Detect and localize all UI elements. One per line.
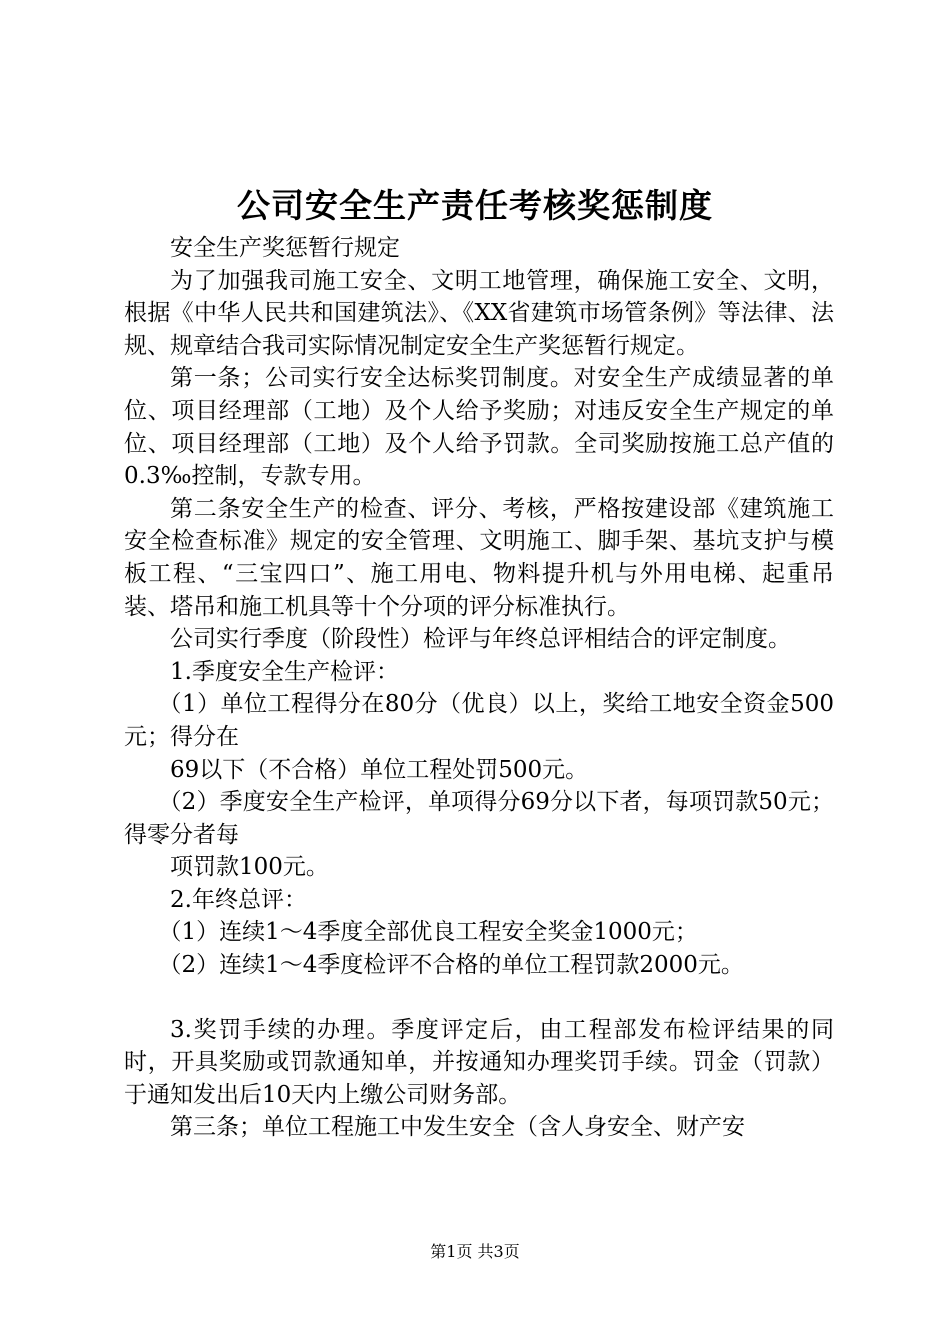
paragraph-annual-heading: 2.年终总评：	[170, 886, 307, 913]
paragraph-quarterly-item-2: （2）季度安全生产检评，单项得分69分以下者，每项罚款50元；得零分者每	[124, 789, 834, 848]
paragraph-article-2: 第二条安全生产的检查、评分、考核，严格按建设部《建筑施工安全检查标准》规定的安全管理、文明施工、脚手架、基坑支护与模板工程、“三宝四口”、施工用电、物料提升机与外用电梯、起重吊装、塔吊和施工机具等十个分项的评分标准执行。	[124, 495, 834, 620]
paragraph-procedure: 3.奖罚手续的办理。季度评定后，由工程部发布检评结果的同时，开具奖励或罚款通知单，并按通知办理奖罚手续。罚金（罚款）于通知发出后10天内上缴公司财务部。	[124, 1016, 834, 1108]
paragraph-annual-item-2: （2）连续1～4季度检评不合格的单位工程罚款2000元。	[158, 952, 744, 979]
document-body	[124, 232, 834, 1144]
paragraph-quarterly-item-1: （1）单位工程得分在80分（优良）以上，奖给工地安全资金500元；得分在	[124, 691, 834, 750]
paragraph-quarterly-item-2-cont: 项罚款100元。	[170, 854, 329, 881]
paragraph-quarterly-item-1-cont: 69以下（不合格）单位工程处罚500元。	[170, 756, 589, 783]
paragraph-article-3: 第三条；单位工程施工中发生安全（含人身安全、财产安	[170, 1114, 745, 1141]
paragraph-evaluation-system: 公司实行季度（阶段性）检评与年终总评相结合的评定制度。	[170, 626, 791, 653]
paragraph-quarterly-heading: 1.季度安全生产检评：	[170, 658, 399, 685]
paragraph-subtitle: 安全生产奖惩暂行规定	[170, 235, 400, 261]
paragraph-article-1: 第一条；公司实行安全达标奖罚制度。对安全生产成绩显著的单位、项目经理部（工地）及个人给予奖励；对违反安全生产规定的单位、项目经理部（工地）及个人给予罚款。全司奖励按施工总产值的0.3‰控制，专款专用。	[124, 365, 834, 490]
document-title: 公司安全生产责任考核奖惩制度	[237, 186, 713, 225]
paragraph-intro: 为了加强我司施工安全、文明工地管理，确保施工安全、文明，根据《中华人民共和国建筑法》、《XX省建筑市场管条例》等法律、法规、规章结合我司实际情况制定安全生产奖惩暂行规定。	[124, 267, 834, 359]
page-number-footer: 第1页 共3页	[430, 1242, 520, 1261]
paragraph-annual-item-1: （1）连续1～4季度全部优良工程安全奖金1000元；	[158, 919, 698, 946]
